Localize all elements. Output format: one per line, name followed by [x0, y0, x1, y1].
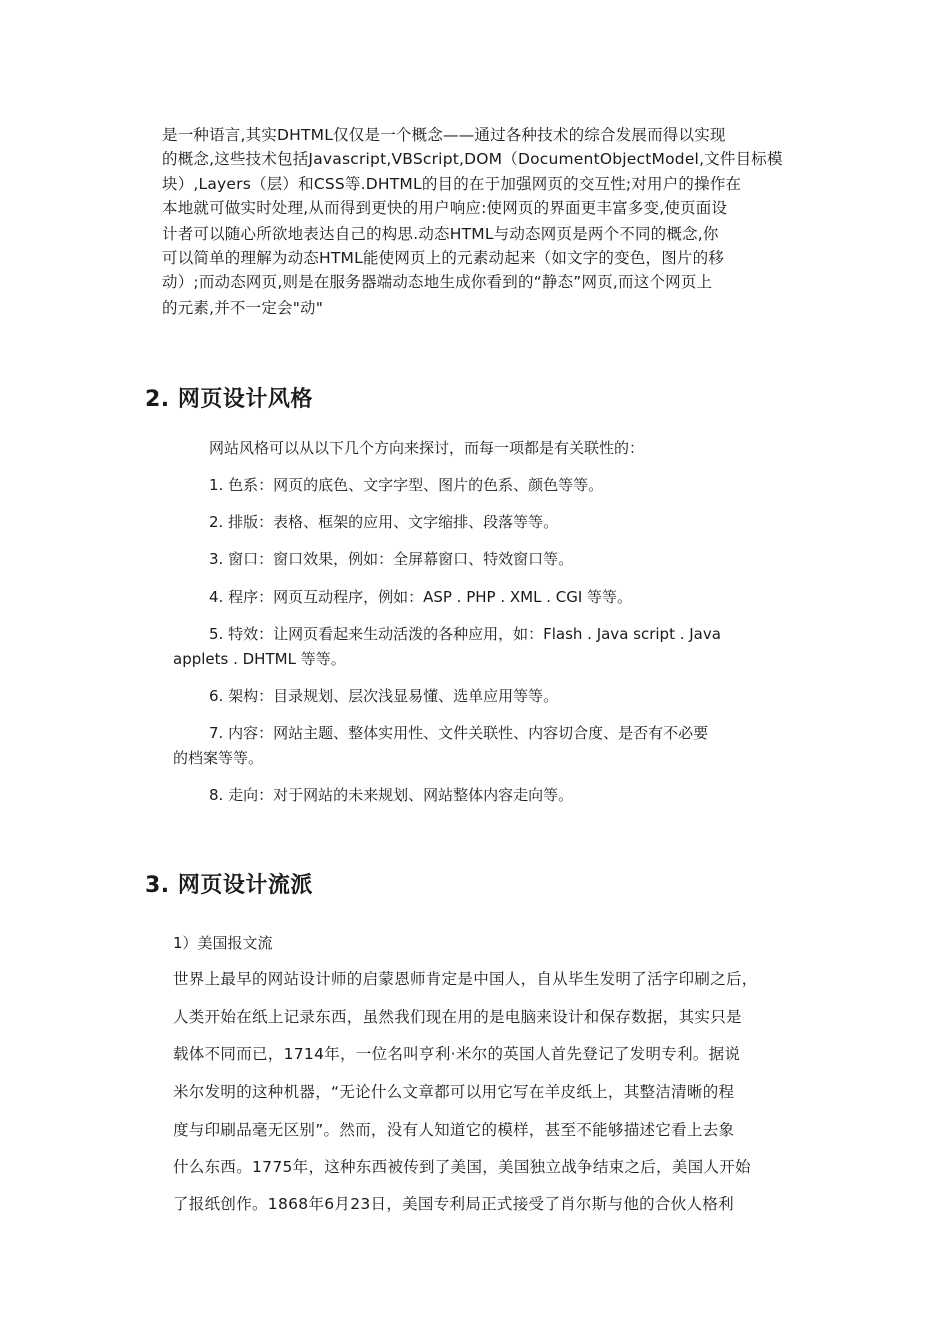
subsection-title: 1）美国报文流	[173, 934, 273, 952]
intro-line: 计者可以随心所欲地表达自己的构思.动态HTML与动态网页是两个不同的概念,你	[162, 225, 719, 243]
intro-line: 的概念,这些技术包括Javascript,VBScript,DOM（DocumentObjectModel,文件目标模	[162, 150, 783, 168]
intro-line: 可以简单的理解为动态HTML能使网页上的元素动起来（如文字的变色，图片的移	[162, 249, 725, 267]
body-line: 载体不同而已，1714年，一位名叫亨利·米尔的英国人首先登记了发明专利。据说	[173, 1045, 741, 1063]
intro-line: 本地就可做实时处理,从而得到更快的用户响应:使网页的界面更丰富多变,使页面设	[162, 199, 728, 217]
style-item-program: 4. 程序：网页互动程序，例如：ASP . PHP . XML . CGI 等等。	[209, 588, 633, 606]
style-intro: 网站风格可以从以下几个方向来探讨，而每一项都是有关联性的：	[209, 439, 645, 457]
style-item-effects: 5. 特效：让网页看起来生动活泼的各种应用，如：Flash . Java script . Java	[209, 625, 721, 643]
style-item-content: 7. 内容：网站主题、整体实用性、文件关联性、内容切合度、是否有不必要	[209, 724, 709, 742]
intro-line: 动）;而动态网页,则是在服务器端动态地生成你看到的“静态”网页,而这个网页上	[162, 273, 713, 291]
body-line: 什么东西。1775年，这种东西被传到了美国，美国独立战争结束之后，美国人开始	[173, 1158, 751, 1176]
style-item-effects-cont: applets . DHTML 等等。	[173, 650, 346, 668]
body-line: 世界上最早的网站设计师的启蒙恩师肯定是中国人，自从毕生发明了活字印刷之后，	[173, 970, 758, 988]
style-item-structure: 6. 架构：目录规划、层次浅显易懂、选单应用等等。	[209, 687, 559, 705]
section-heading-schools: 3. 网页设计流派	[145, 873, 313, 898]
style-item-content-cont: 的档案等等。	[173, 749, 264, 767]
style-item-direction: 8. 走向：对于网站的未来规划、网站整体内容走向等。	[209, 786, 574, 804]
section-heading-style: 2. 网页设计风格	[145, 387, 313, 412]
body-line: 了报纸创作。1868年6月23日，美国专利局正式接受了肖尔斯与他的合伙人格利	[173, 1195, 734, 1213]
intro-line: 的元素,并不一定会"动"	[162, 299, 324, 317]
body-line: 度与印刷品毫无区别”。然而，没有人知道它的模样，甚至不能够描述它看上去象	[173, 1121, 735, 1139]
style-item-window: 3. 窗口：窗口效果，例如：全屏幕窗口、特效窗口等。	[209, 550, 574, 568]
intro-line: 是一种语言,其实DHTML仅仅是一个概念——通过各种技术的综合发展而得以实现	[162, 126, 726, 144]
intro-line: 块）,Layers（层）和CSS等.DHTML的目的在于加强网页的交互性;对用户的操作在	[162, 175, 742, 193]
style-item-layout: 2. 排版：表格、框架的应用、文字缩排、段落等等。	[209, 513, 559, 531]
body-line: 人类开始在纸上记录东西，虽然我们现在用的是电脑来设计和保存数据，其实只是	[173, 1008, 742, 1026]
style-item-color: 1. 色系：网页的底色、文字字型、图片的色系、颜色等等。	[209, 476, 604, 494]
body-line: 米尔发明的这种机器，“无论什么文章都可以用它写在羊皮纸上，其整洁清晰的程	[173, 1083, 735, 1101]
